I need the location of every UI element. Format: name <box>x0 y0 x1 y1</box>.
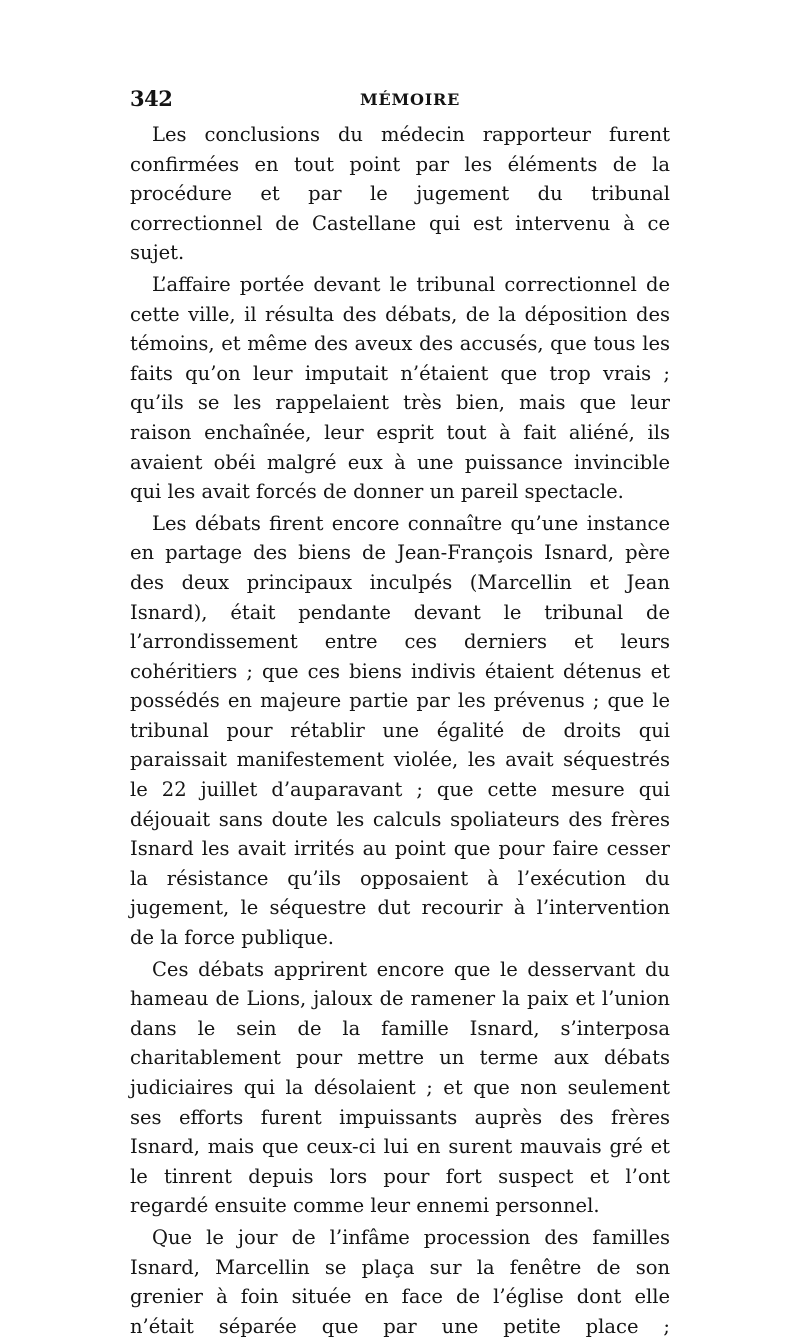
paragraph-debats-partage: Les débats firent encore connaître qu’une instance en partage des biens de Jean-François Isnard, père des deux principaux inculpés (Marcellin et Jean Isnard), était pendante devant le tribunal de l’arrondissement entre ces derniers et leurs cohéritiers ; que ces biens indivis étaient détenus et possédés en majeure partie par les prévenus ; que le tribunal pour rétablir une égalité de droits qui paraissait manifestement violée, les avait séquestrés le 22 juillet d’auparavant ; que cette mesure qui déjouait sans doute les calculs spoliateurs des frères Isnard les avait irrités au point que pour faire cesser la résistance qu’ils opposaient à l’exécution du jugement, le séquestre dut recourir à l’intervention de la force publique. <box>130 511 670 950</box>
page-number: 342 <box>130 86 173 111</box>
paragraph-conclusions: Les conclusions du médecin rapporteur furent confirmées en tout point par les éléments de la procédure et par le jugement du tribunal correctionnel de Castellane qui est intervenu à ce sujet. <box>130 123 670 265</box>
paragraph-desservant: Ces débats apprirent encore que le desservant du hameau de Lions, jaloux de ramener la paix et l’union dans le sein de la famille Isnard, s’interposa charitablement pour mettre un terme aux débats judiciaires qui la désolaient ; et que non seulement ses efforts furent impuissants auprès des frères Isnard, mais que ceux-ci lui en surent mauvais gré et le tinrent depuis lors pour fort suspect et l’ont regardé ensuite comme leur ennemi personnel. <box>130 957 670 1218</box>
body-text <box>130 120 670 1341</box>
running-title: MÉMOIRE <box>360 90 461 109</box>
paragraph-procession: Que le jour de l’infâme procession des familles Isnard, Marcellin se plaça sur la fenêtre de son grenier à foin située en face de l’église dont elle n’était séparée que par une petite place ; <box>130 1225 670 1338</box>
paragraph-affaire: L’affaire portée devant le tribunal correctionnel de cette ville, il résulta des débats, de la déposition des témoins, et même des aveux des accusés, que tous les faits qu’on leur imputait n’étaient que trop vrais ; qu’ils se les rappelaient très bien, mais que leur raison enchaînée, leur esprit tout à fait aliéné, ils avaient obéi malgré eux à une puissance invincible qui les avait forcés de donner un pareil spectacle. <box>130 272 670 504</box>
page-header <box>130 86 670 116</box>
